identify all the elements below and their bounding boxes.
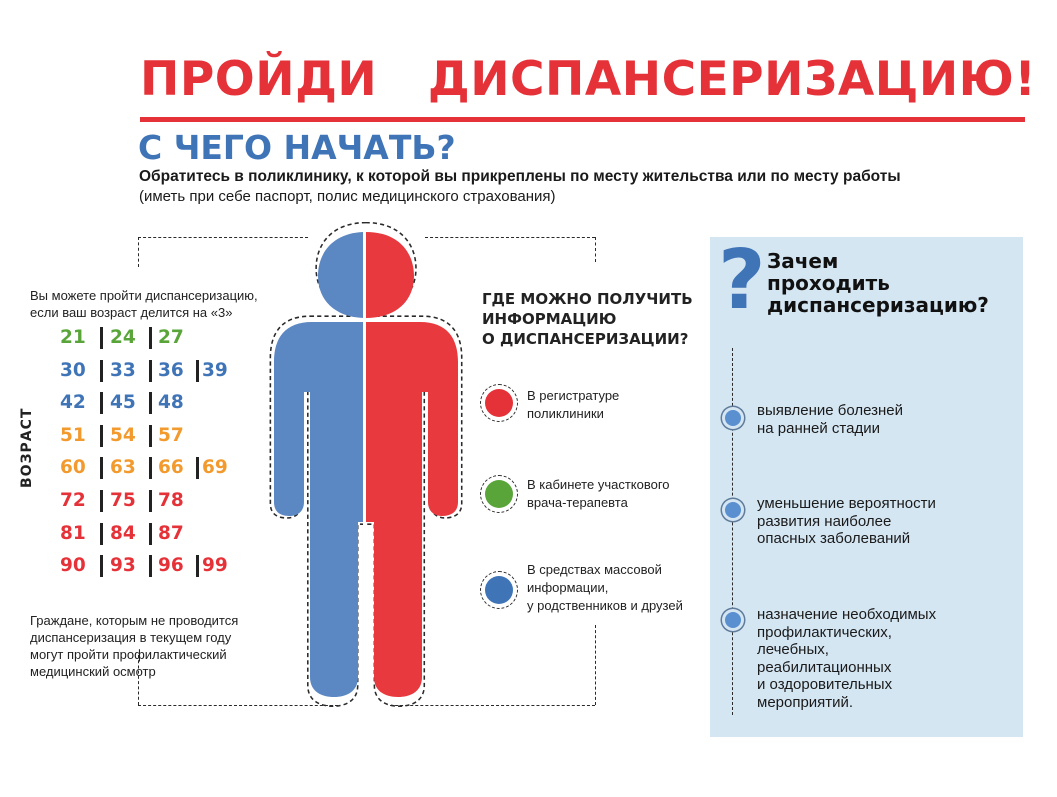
age-separator [196, 555, 199, 577]
why-bullet-3 [725, 612, 741, 628]
age-separator [149, 457, 152, 479]
source-registry-line-1: В регистратуре [527, 388, 620, 403]
poster-title: ПРОЙДИ ДИСПАНСЕРИЗАЦИЮ! [140, 52, 1037, 107]
therapist-dot [485, 480, 513, 508]
age-value: 81 [60, 522, 86, 544]
why-item-3-line-4: реабилитационных [757, 658, 892, 676]
age-value: 33 [110, 359, 136, 381]
age-separator [196, 360, 199, 382]
age-separator [100, 392, 103, 414]
checkup-note [30, 612, 238, 680]
age-value: 60 [60, 457, 86, 479]
why-title-line-2: проходить [767, 271, 890, 295]
age-separator [196, 457, 199, 479]
registry-dot [485, 389, 513, 417]
age-separator [149, 523, 152, 545]
why-item-treatment [757, 606, 936, 711]
age-separator [100, 523, 103, 545]
age-separator [100, 457, 103, 479]
age-value: 51 [60, 424, 86, 446]
age-intro-line-1: Вы можете пройти диспансеризацию, [30, 288, 258, 303]
why-item-3-line-3: лечебных, [757, 641, 829, 658]
age-axis-label: ВОЗРАСТ [19, 407, 35, 488]
age-value: 78 [158, 490, 184, 511]
why-item-1-line-2: на ранней стадии [757, 419, 880, 437]
age-value: 69 [202, 457, 228, 479]
age-value: 63 [110, 457, 136, 479]
info-title-line-3: О ДИСПАНСЕРИЗАЦИИ? [482, 330, 689, 348]
age-separator [149, 327, 152, 349]
age-value: 87 [158, 522, 184, 544]
info-title-line-2: ИНФОРМАЦИЮ [482, 310, 617, 328]
frame-right-lower-line [595, 625, 596, 705]
why-item-3-line-6: мероприятий. [757, 693, 854, 711]
age-value: 21 [60, 327, 86, 348]
why-item-3-line-1: назначение необходимых [757, 606, 937, 623]
age-value: 45 [110, 392, 136, 414]
age-value: 93 [110, 555, 136, 577]
age-intro [30, 287, 258, 321]
checkup-note-line-3: могут пройти профилактический [30, 647, 227, 662]
age-value: 42 [60, 392, 86, 414]
why-bullet-2 [725, 502, 741, 518]
info-title-line-1: ГДЕ МОЖНО ПОЛУЧИТЬ [482, 290, 693, 308]
why-item-3-line-5: и оздоровительных [757, 676, 893, 693]
age-value: 30 [60, 359, 86, 381]
question-mark-icon: ? [718, 233, 766, 328]
age-separator [100, 490, 103, 512]
source-registry-line-2: поликлиники [527, 406, 604, 421]
age-value: 48 [158, 392, 184, 414]
why-title [767, 250, 989, 316]
age-separator [100, 360, 103, 382]
checkup-note-line-4: медицинский осмотр [30, 664, 156, 679]
checkup-note-line-2: диспансеризация в текущем году [30, 630, 232, 645]
age-value: 90 [60, 555, 86, 577]
why-item-1-line-1: выявление болезней [757, 402, 904, 419]
source-registry [527, 387, 619, 423]
intro-note: (иметь при себе паспорт, полис медицинского страхования) [139, 188, 556, 205]
source-media [527, 561, 683, 615]
human-figure-illustration [262, 222, 468, 712]
age-separator [149, 555, 152, 577]
age-separator [100, 555, 103, 577]
poster-subtitle: С ЧЕГО НАЧАТЬ? [138, 128, 456, 167]
age-value: 24 [110, 327, 136, 348]
age-value: 75 [110, 490, 136, 511]
why-bullet-1 [725, 410, 741, 426]
age-intro-line-2: если ваш возраст делится на «3» [30, 305, 233, 320]
source-therapist-line-2: врача-терапевта [527, 495, 628, 510]
age-value: 39 [202, 359, 228, 381]
age-value: 99 [202, 555, 228, 577]
frame-left-upper-line [138, 237, 139, 267]
age-separator [149, 425, 152, 447]
why-item-early-detection [757, 402, 903, 437]
age-value: 96 [158, 555, 184, 577]
age-separator [149, 392, 152, 414]
source-therapist [527, 476, 670, 512]
title-underline [140, 117, 1025, 122]
age-value: 57 [158, 424, 184, 446]
age-value: 66 [158, 457, 184, 479]
info-sources-title [482, 289, 693, 349]
age-value: 36 [158, 359, 184, 381]
age-separator [149, 490, 152, 512]
why-item-risk-reduction [757, 495, 936, 548]
age-value: 84 [110, 522, 136, 544]
age-separator [100, 327, 103, 349]
human-figure-svg [262, 222, 468, 712]
source-therapist-line-1: В кабинете участкового [527, 477, 670, 492]
why-item-2-line-3: опасных заболеваний [757, 530, 911, 547]
why-title-line-1: Зачем [767, 249, 839, 273]
intro-instruction: Обратитесь в поликлинику, к которой вы прикреплены по месту жительства или по месту работы [139, 168, 901, 185]
age-value: 54 [110, 424, 136, 446]
why-item-3-line-2: профилактических, [757, 623, 892, 641]
why-item-2-line-1: уменьшение вероятности [757, 495, 936, 512]
source-media-line-3: у родственников и друзей [527, 598, 683, 613]
why-timeline-line [732, 348, 733, 715]
age-value: 72 [60, 490, 86, 511]
source-media-line-2: информации, [527, 580, 609, 595]
age-separator [100, 425, 103, 447]
media-dot [485, 576, 513, 604]
frame-right-upper-line [595, 237, 596, 262]
age-separator [149, 360, 152, 382]
why-title-line-3: диспансеризацию? [767, 293, 989, 317]
source-media-line-1: В средствах массовой [527, 562, 662, 577]
checkup-note-line-1: Граждане, которым не проводится [30, 613, 239, 628]
age-value: 27 [158, 327, 184, 348]
why-item-2-line-2: развития наиболее [757, 512, 892, 530]
